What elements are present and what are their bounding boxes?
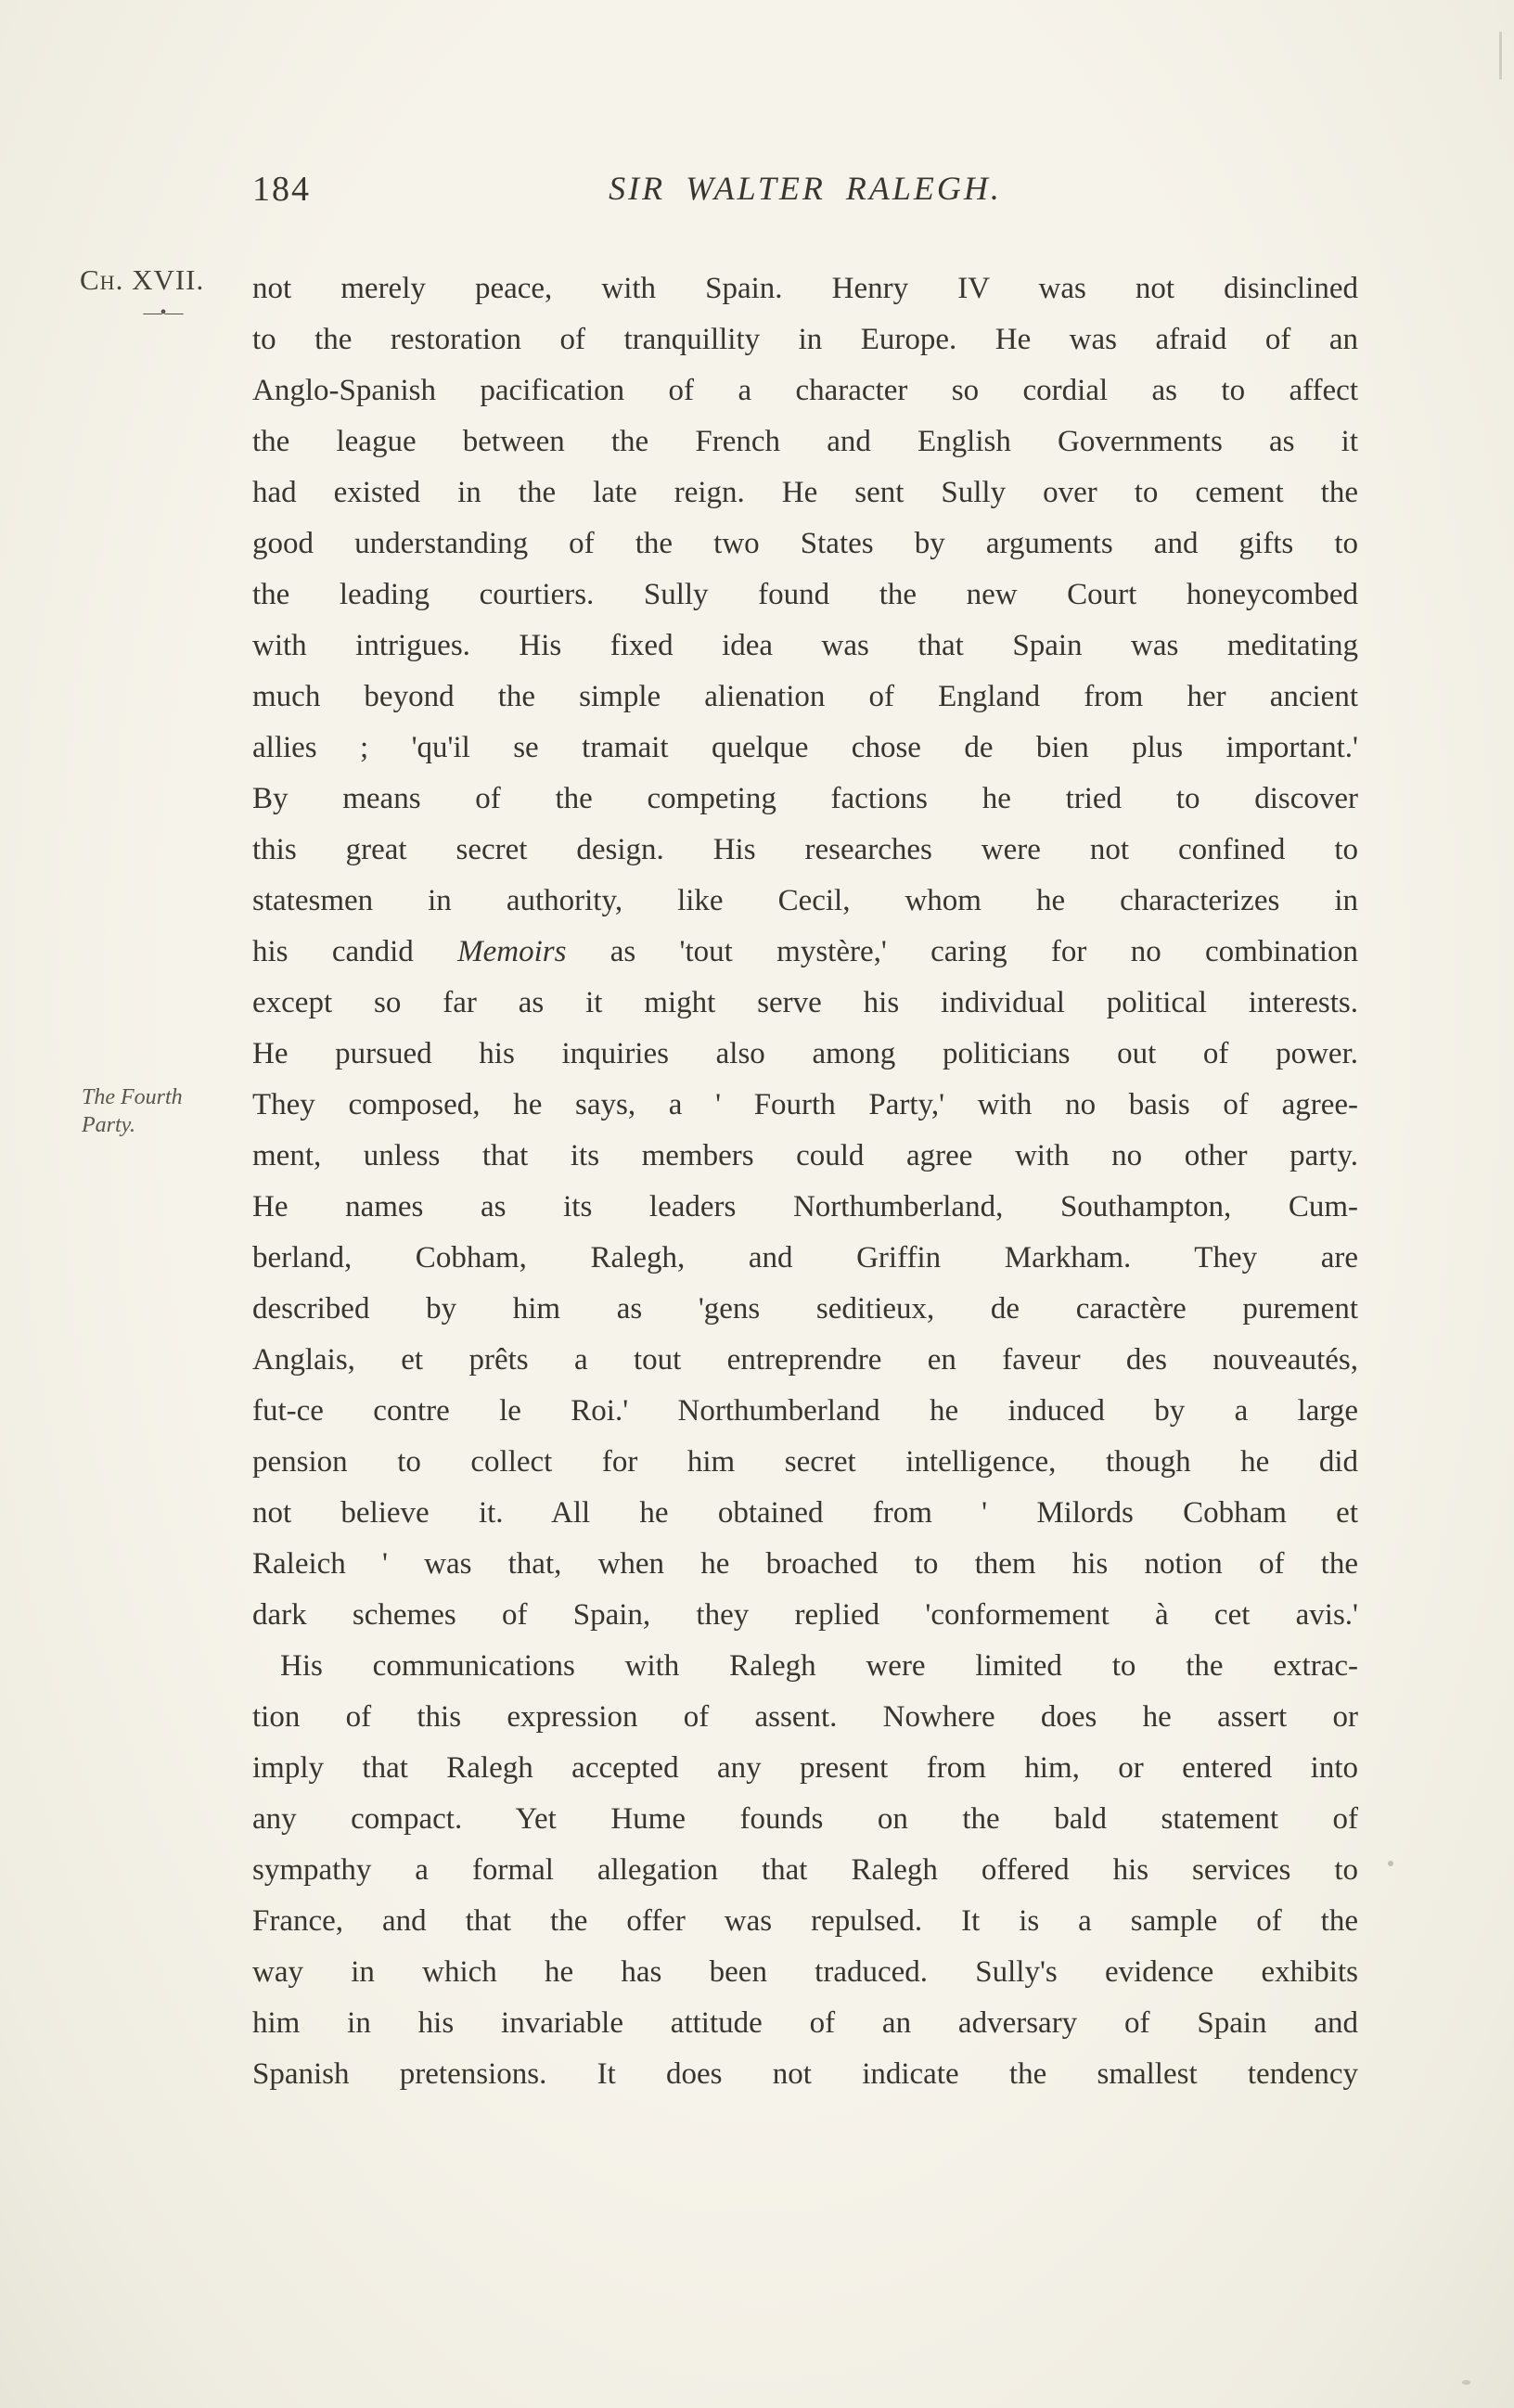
text-line: not believe it. All he obtained from ' Milords Cobham et xyxy=(252,1496,1358,1530)
text-line: dark schemes of Spain, they replied 'conformement à cet avis.' xyxy=(252,1598,1358,1632)
text-line: pension to collect for him secret intelligence, though he did xyxy=(252,1445,1358,1479)
text-line: By means of the competing factions he tried to discover xyxy=(252,782,1358,815)
text-line: to the restoration of tranquillity in Europe. He was afraid of an xyxy=(252,323,1358,356)
text-line: allies ; 'qu'il se tramait quelque chose de bien plus important.' xyxy=(252,731,1358,764)
body-text xyxy=(252,263,1358,2100)
text-line: except so far as it might serve his individual political interests. xyxy=(252,986,1358,1019)
text-line: His communications with Ralegh were limited to the extrac- xyxy=(280,1649,1358,1683)
text-line: much beyond the simple alienation of England from her ancient xyxy=(252,680,1358,713)
text-line: Spanish pretensions. It does not indicate the smallest tendency xyxy=(252,2057,1358,2091)
scan-speck xyxy=(1462,2380,1470,2385)
text-line: any compact. Yet Hume founds on the bald statement of xyxy=(252,1802,1358,1836)
text-line: described by him as 'gens seditieux, de caractère purement xyxy=(252,1292,1358,1326)
text-line: He pursued his inquiries also among politicians out of power. xyxy=(252,1037,1358,1070)
text-line: France, and that the offer was repulsed. It is a sample of the xyxy=(252,1904,1358,1938)
chapter-margin-note xyxy=(80,263,245,324)
text-line: tion of this expression of assent. Nowhere does he assert or xyxy=(252,1700,1358,1734)
text-line: this great secret design. His researches were not confined to xyxy=(252,833,1358,866)
text-line: the league between the French and English Governments as it xyxy=(252,425,1358,458)
page-header xyxy=(252,169,1358,224)
text-line: had existed in the late reign. He sent Sully over to cement the xyxy=(252,476,1358,509)
chapter-heading: Ch. XVII. xyxy=(80,263,205,296)
text-line: statesmen in authority, like Cecil, whom he characterizes in xyxy=(252,884,1358,917)
side-note-line: The Fourth xyxy=(82,1085,183,1109)
page-number: 184 xyxy=(252,170,311,209)
text-line: They composed, he says, a ' Fourth Party,' with no basis of agree- xyxy=(252,1088,1358,1121)
text-line: fut-ce contre le Roi.' Northumberland he induced by a large xyxy=(252,1394,1358,1428)
text-line: way in which he has been traduced. Sully's evidence exhibits xyxy=(252,1955,1358,1989)
side-note-line: Party. xyxy=(82,1113,135,1137)
text-line: ment, unless that its members could agree with no other party. xyxy=(252,1139,1358,1172)
text-line: with intrigues. His fixed idea was that Spain was meditating xyxy=(252,629,1358,662)
text-line: He names as its leaders Northumberland, Southampton, Cum- xyxy=(252,1190,1358,1223)
scan-speck xyxy=(1499,32,1502,80)
text-line: Anglais, et prêts a tout entreprendre en faveur des nouveautés, xyxy=(252,1343,1358,1377)
text-line: not merely peace, with Spain. Henry IV was not disinclined xyxy=(252,272,1358,305)
text-line: good understanding of the two States by arguments and gifts to xyxy=(252,527,1358,560)
text-line: the leading courtiers. Sully found the new Court honeycombed xyxy=(252,578,1358,611)
text-line: his candid Memoirs as 'tout mystère,' caring for no combination xyxy=(252,935,1358,968)
text-line: Raleich ' was that, when he broached to them his notion of the xyxy=(252,1547,1358,1581)
text-line: him in his invariable attitude of an adversary of Spain and xyxy=(252,2006,1358,2040)
ornament-divider: —•— xyxy=(143,302,182,323)
text-line: berland, Cobham, Ralegh, and Griffin Markham. They are xyxy=(252,1241,1358,1274)
text-line: Anglo-Spanish pacification of a character so cordial as to affect xyxy=(252,374,1358,407)
side-note xyxy=(82,1083,244,1139)
text-line: imply that Ralegh accepted any present from him, or entered into xyxy=(252,1751,1358,1785)
running-head: SIR WALTER RALEGH. xyxy=(609,170,1002,207)
text-line: sympathy a formal allegation that Ralegh offered his services to xyxy=(252,1853,1358,1887)
scan-speck xyxy=(1388,1861,1393,1866)
